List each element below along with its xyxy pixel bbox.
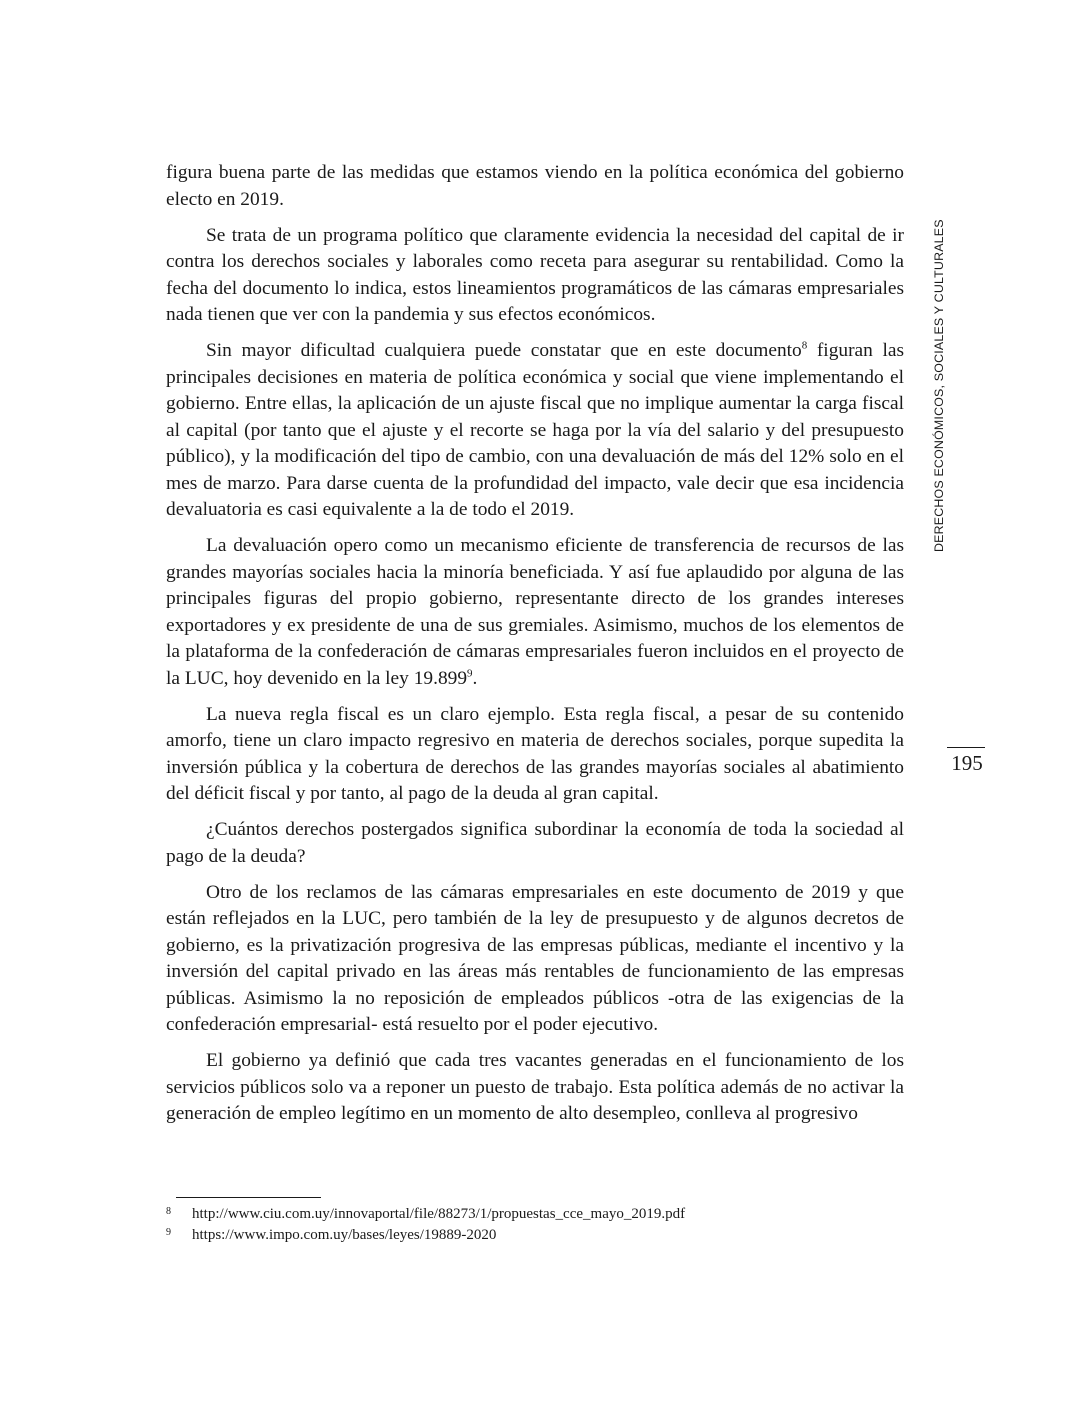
paragraph-text: Sin mayor dificultad cualquiera puede constatar que en este documento	[206, 340, 802, 361]
paragraph-privatization: Otro de los reclamos de las cámaras empresariales en este documento de 2019 y que están reflejados en la LUC, pero también de la ley de presupuesto y de algunos decretos de gobierno, es la privatización progresiva de las empresas públicas, mediante el incentivo y la inversión del capital privado en las áreas más rentables de funcionamiento de las empresas públicas. Asimismo la no reposición de empleados públicos -otra de las exigencias de la confederación empresarial- está resuelto por el poder ejecutivo.	[166, 881, 904, 1035]
page-number-rule	[947, 747, 985, 748]
footnote-reference[interactable]: 9	[467, 667, 473, 680]
paragraph-text: La devaluación opero como un mecanismo eficiente de transferencia de recursos de las grandes mayorías sociales hacia la minoría beneficiada. Y así fue aplaudido por alguna de las principales figuras del propio gobierno, representante directo de los grandes intereses exportadores y ex presidente de una de sus gremiales. Asimismo, muchos de los elementos de la plataforma de la confederación de cámaras empresariales fueron incluidos en el proyecto de la LUC, hoy devenido en la ley 19.899	[166, 535, 904, 689]
paragraph-fiscal-adjustment	[166, 338, 904, 524]
footnote-number: 8	[166, 1206, 171, 1217]
paragraph-continuation: figura buena parte de las medidas que estamos viendo en la política económica del gobierno electo en 2019.	[166, 162, 904, 210]
footnote-item	[166, 1204, 904, 1225]
footnote-separator	[176, 1197, 321, 1198]
paragraph-text: figuran las principales decisiones en materia de política económica y social que viene implementando el gobierno. Entre ellas, la aplicación de un ajuste fiscal que no implique aumentar la carga fiscal al capital (por tanto que el ajuste y el recorte se haga por la vía del salario y del presupuesto público), y la modificación del tipo de cambio, con una devaluación de más del 12% solo en el mes de marzo. Para darse cuenta de la profundidad del impacto, vale decir que esa incidencia devaluatoria es casi equivalente a la de todo el 2019.	[166, 340, 904, 520]
footnote-number: 9	[166, 1227, 171, 1238]
paragraph-text: .	[472, 667, 478, 689]
footnote-link[interactable]: https://www.impo.com.uy/bases/leyes/19889-2020	[192, 1227, 497, 1243]
paragraph-fiscal-rule: La nueva regla fiscal es un claro ejemplo. Esta regla fiscal, a pesar de su contenido amorfo, tiene un claro impacto regresivo en materia de derechos sociales, porque supedita la inversión pública y la cobertura de derechos de las grandes mayorías sociales al abatimiento del déficit fiscal y por tanto, al pago de la deuda al gran capital.	[166, 703, 904, 804]
paragraph-political-program: Se trata de un programa político que claramente evidencia la necesidad del capital de ir contra los derechos sociales y laborales como receta para asegurar su rentabilidad. Como la fecha del documento lo indica, estos lineamientos programáticos de las cámaras empresariales nada tienen que ver con la pandemia y sus efectos económicos.	[166, 224, 904, 325]
footnote-link[interactable]: http://www.ciu.com.uy/innovaportal/file/88273/1/propuestas_cce_mayo_2019.pdf	[192, 1206, 686, 1222]
page-number: 195	[951, 751, 983, 775]
footnote-item	[166, 1225, 904, 1246]
running-section-title: DERECHOS ECONÓMICOS, SOCIALES Y CULTURALES	[932, 219, 946, 552]
body-text	[166, 160, 904, 1137]
paragraph-vacancies: El gobierno ya definió que cada tres vacantes generadas en el funcionamiento de los servicios públicos solo va a reponer un puesto de trabajo. Esta política además de no activar la generación de empleo legítimo en un momento de alto desempleo, conlleva al progresivo	[166, 1050, 904, 1124]
footnote-reference[interactable]: 8	[801, 339, 808, 352]
footnotes	[166, 1204, 904, 1246]
paragraph-question: ¿Cuántos derechos postergados significa subordinar la economía de toda la sociedad al pago de la deuda?	[166, 819, 904, 867]
paragraph-devaluation	[166, 533, 904, 692]
